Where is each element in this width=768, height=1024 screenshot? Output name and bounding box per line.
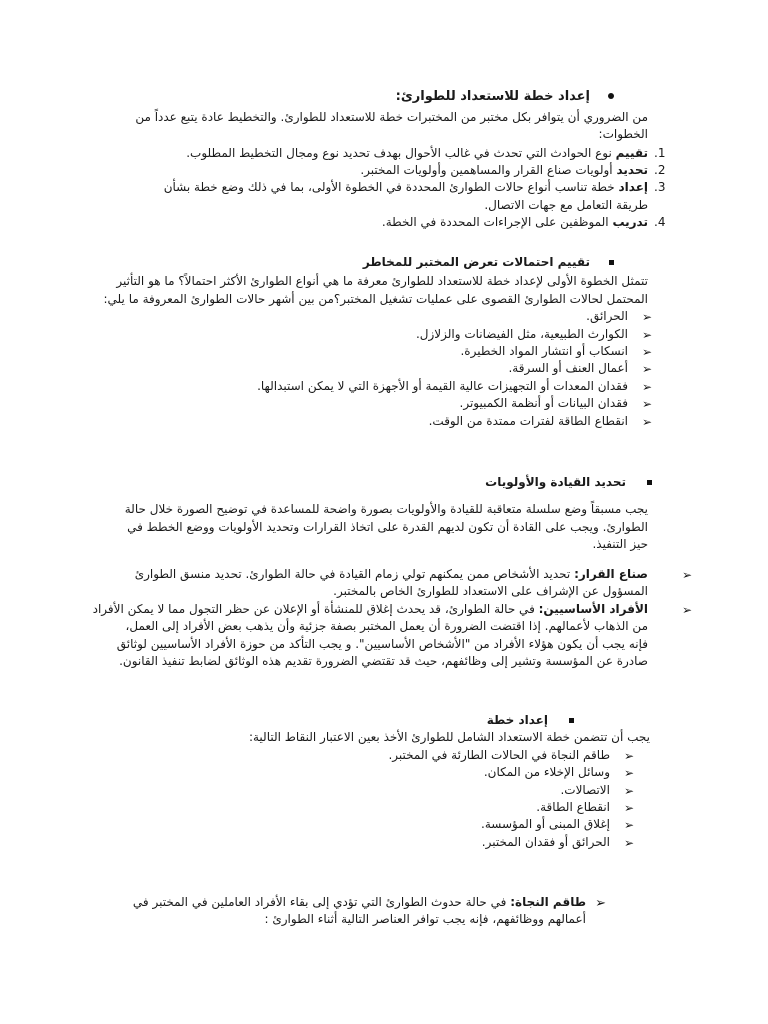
section-leadership: [110, 474, 648, 554]
leadership-paragraph: يجب مسبقاً وضع سلسلة متعاقبة للقيادة والأولويات بصورة واضحة للمساعدة في توضيح الصورة خلال حالة الطوارئ. ويجب على القادة أن تكون لديهم القدرة على اتخاذ القرارات وتحديد الأولويات ووضع الخطط في حيز التنفيذ.: [124, 502, 648, 552]
list-item: ➢ الاتصالات.: [560, 782, 634, 798]
arrow-bullet-icon: ➢: [623, 800, 634, 815]
list-item: ➢ الكوارث الطبيعية، مثل الفيضانات والزلازل.: [415, 326, 652, 342]
step-item-continued: طريقة التعامل مع جهات الاتصال.: [484, 197, 648, 212]
arrow-bullet-icon: ➢: [623, 835, 634, 850]
arrow-bullet-icon: ➢: [641, 310, 652, 325]
list-item: ➢ انقطاع الطاقة.: [536, 799, 634, 815]
list-item: ➢ طاقم النجاة في الحالات الطارئة في المختبر.: [388, 747, 634, 763]
risk-intro-continued: المحتمل لحالات الطوارئ القصوى على عمليات تشغيل المختبر؟من بين أشهر حالات الطوارئ المعروفة ما يلي:: [103, 291, 648, 306]
list-item: ➢ فقدان البيانات أو أنظمة الكمبيوتر.: [459, 396, 652, 412]
arrow-bullet-icon: ➢: [641, 327, 652, 342]
plan-intro: يجب أن تتضمن خطة الاستعداد الشامل للطوارئ الأخذ بعين الاعتبار النقاط التالية:: [248, 730, 650, 745]
arrow-bullet-icon: ➢: [595, 896, 606, 911]
role-decision-makers: ➢ صناع القرار: تحديد الأشخاص ممن يمكنهم تولي زمام القيادة في حالة الطوارئ. تحديد منسق الطوارئ المسؤول عن الإشراف على الاستعداد للطوارئ الخاص بالمختبر.: [134, 567, 692, 599]
step-item: 4. تدريب الموظفين على الإجراءات المحددة في الخطة.: [381, 215, 666, 230]
bullet-square-icon: [609, 260, 614, 265]
section-heading-risk: تقييم احتمالات تعرض المختبر للمخاطر: [42, 254, 590, 271]
arrow-bullet-icon: ➢: [641, 344, 652, 359]
arrow-bullet-icon: ➢: [681, 568, 692, 582]
arrow-bullet-icon: ➢: [623, 766, 634, 781]
step-item: 2. تحديد أولويات صناع القرار والمساهمين وأولويات المختبر.: [360, 163, 666, 178]
intro-text: من الضروري أن يتوافر بكل مختبر من المختبرات خطة للاستعداد للطوارئ. والتخطيط عادة يتبع عدداً من: [135, 109, 648, 124]
bullet-square-icon: [569, 718, 574, 723]
arrow-bullet-icon: ➢: [641, 362, 652, 377]
section-survival-team: ➢ طاقم النجاة: في حالة حدوث الطوارئ التي تؤدي إلى بقاء الأفراد العاملين في المختبر في أعمالهم ووظائفهم، فإنه يجب توافر العناصر التالية أثناء الطوارئ :: [132, 895, 606, 927]
role-essential-personnel: ➢ الأفراد الأساسيين: في حالة الطوارئ، قد يحدث إغلاق للمنشأة أو الإعلان عن حظر التجول مما لا يمكن الأفراد من الذهاب لأعمالهم. إذا اقتضت الضرورة أن يعمل المختبر بصفة جزئية وأن يذهب بعض الأفراد إلى العمل، فإنه يجب أن يكون هؤلاء الأفراد من "الأشخاص الأساسيين". و يجب التأكد من حوزة الأفراد الأساسيين لوثائق صادرة عن المؤسسة وتشير إلى وظائفهم، حيث قد تقتضي الضرورة تقديم هذه الوثائق لضابط تنفيذ القانون.: [92, 601, 692, 668]
arrow-bullet-icon: ➢: [623, 818, 634, 833]
section-heading-prepare-plan: إعداد خطة: [8, 712, 548, 729]
list-item: ➢ الحرائق أو فقدان المختبر.: [481, 834, 634, 850]
steps-list: [108, 145, 666, 232]
list-item: ➢ الحرائق.: [586, 309, 652, 325]
list-item: ➢ انقطاع الطاقة لفترات ممتدة من الوقت.: [428, 413, 652, 429]
list-item: ➢ إغلاق المبنى أو المؤسسة.: [481, 817, 634, 833]
arrow-bullet-icon: ➢: [681, 602, 692, 617]
risk-intro: تتمثل الخطوة الأولى لإعداد خطة للاستعداد للطوارئ معرفة ما هي أنواع الطوارئ الأكثر احتمالاً؟ ما هو التأثير: [116, 274, 648, 289]
list-item: ➢ فقدان المعدات أو التجهيزات عالية القيمة أو الأجهزة التي لا يمكن استبدالها.: [257, 378, 652, 394]
intro-text-continued: الخطوات:: [598, 127, 648, 142]
step-item: 3. إعداد خطة تناسب أنواع حالات الطوارئ المحددة في الخطوة الأولى، بما في ذلك وضع خطة بشأن: [163, 180, 666, 195]
section-risk-assessment: [100, 254, 652, 430]
plan-list: [110, 747, 634, 851]
arrow-bullet-icon: ➢: [641, 379, 652, 394]
bullet-square-icon: [647, 480, 652, 485]
bullet-dot-icon: [608, 93, 614, 99]
section-heading-emergency-plan: إعداد خطة للاستعداد للطوارئ:: [50, 88, 590, 107]
section-emergency-plan: [108, 88, 666, 232]
list-item: ➢ وسائل الإخلاء من المكان.: [483, 765, 634, 781]
arrow-bullet-icon: ➢: [641, 397, 652, 412]
section-heading-leadership: تحديد القيادة والأولويات: [88, 474, 626, 491]
roles-list: [92, 566, 692, 670]
list-item: ➢ انسكاب أو انتشار المواد الخطيرة.: [460, 343, 652, 359]
risk-list: [100, 308, 652, 430]
step-item: 1. تقييم نوع الحوادث التي تحدث في غالب الأحوال بهدف تحديد نوع ومجال التخطيط المطلوب.: [186, 145, 666, 160]
arrow-bullet-icon: ➢: [623, 748, 634, 763]
section-prepare-plan: [110, 712, 650, 851]
arrow-bullet-icon: ➢: [641, 414, 652, 429]
list-item: ➢ أعمال العنف أو السرقة.: [508, 361, 652, 377]
arrow-bullet-icon: ➢: [623, 783, 634, 798]
